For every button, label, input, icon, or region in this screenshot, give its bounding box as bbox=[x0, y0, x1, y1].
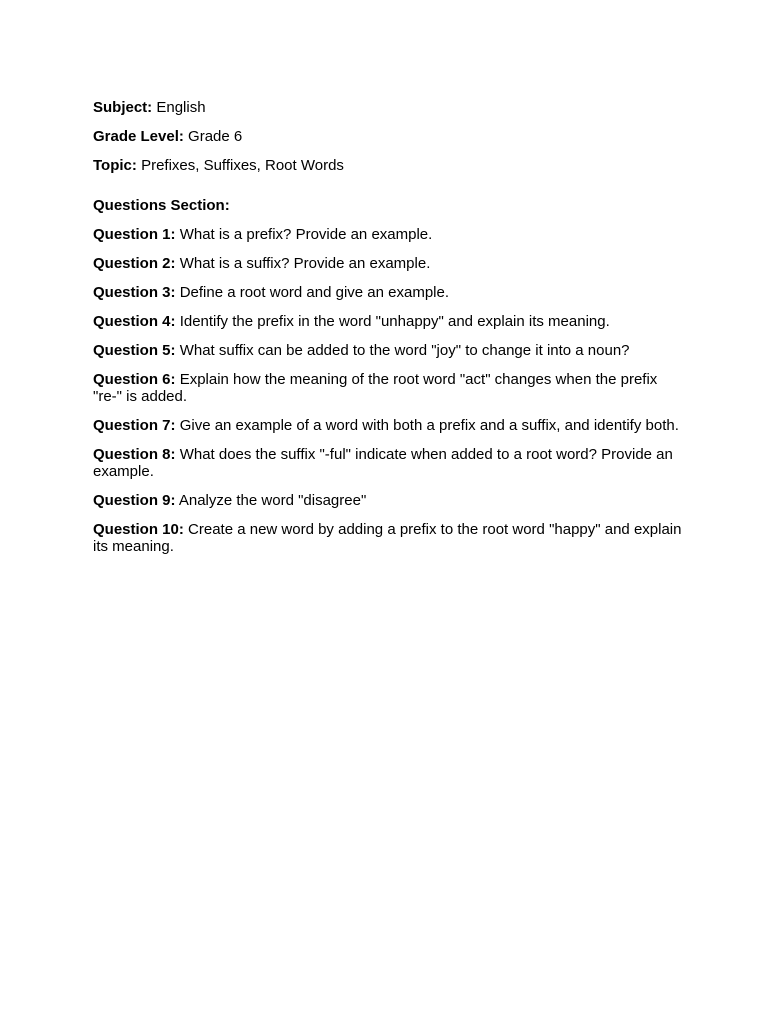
question-label: Question 1: bbox=[93, 226, 176, 243]
question-item bbox=[93, 342, 683, 359]
question-item bbox=[93, 417, 683, 434]
question-label: Question 5: bbox=[93, 342, 176, 359]
question-text: Define a root word and give an example. bbox=[179, 284, 450, 301]
question-text: What does the suffix "-ful" indicate when added to a root word? Provide an example. bbox=[93, 446, 673, 480]
question-text: Explain how the meaning of the root word "act" changes when the prefix "re-" is added. bbox=[93, 371, 658, 405]
subject-value: English bbox=[156, 99, 206, 116]
question-text: Analyze the word "disagree" bbox=[178, 492, 367, 509]
question-item bbox=[93, 521, 683, 555]
question-label: Question 7: bbox=[93, 417, 176, 434]
grade-level-line bbox=[93, 128, 683, 145]
question-text: Give an example of a word with both a prefix and a suffix, and identify both. bbox=[179, 417, 679, 434]
question-item bbox=[93, 226, 683, 243]
topic-value: Prefixes, Suffixes, Root Words bbox=[141, 157, 344, 174]
question-item bbox=[93, 371, 683, 405]
question-label: Question 8: bbox=[93, 446, 176, 463]
topic-label: Topic: bbox=[93, 157, 137, 174]
question-label: Question 4: bbox=[93, 313, 176, 330]
document-page bbox=[93, 99, 683, 567]
grade-level-value: Grade 6 bbox=[188, 128, 243, 145]
question-text: What suffix can be added to the word "joy" to change it into a noun? bbox=[179, 342, 630, 359]
question-item bbox=[93, 313, 683, 330]
question-label: Question 6: bbox=[93, 371, 176, 388]
question-label: Question 10: bbox=[93, 521, 184, 538]
questions-section-heading: Questions Section: bbox=[93, 197, 230, 214]
question-text: What is a prefix? Provide an example. bbox=[179, 226, 433, 243]
question-label: Question 2: bbox=[93, 255, 176, 272]
question-item bbox=[93, 255, 683, 272]
question-label: Question 9: bbox=[93, 492, 176, 509]
question-item bbox=[93, 492, 683, 509]
subject-label: Subject: bbox=[93, 99, 153, 116]
subject-line bbox=[93, 99, 683, 116]
question-item bbox=[93, 446, 683, 480]
question-label: Question 3: bbox=[93, 284, 176, 301]
question-text: Identify the prefix in the word "unhappy" and explain its meaning. bbox=[179, 313, 610, 330]
topic-line bbox=[93, 157, 683, 174]
grade-level-label: Grade Level: bbox=[93, 128, 184, 145]
question-text: What is a suffix? Provide an example. bbox=[179, 255, 431, 272]
question-text: Create a new word by adding a prefix to the root word "happy" and explain its meaning. bbox=[93, 521, 682, 555]
question-item bbox=[93, 284, 683, 301]
